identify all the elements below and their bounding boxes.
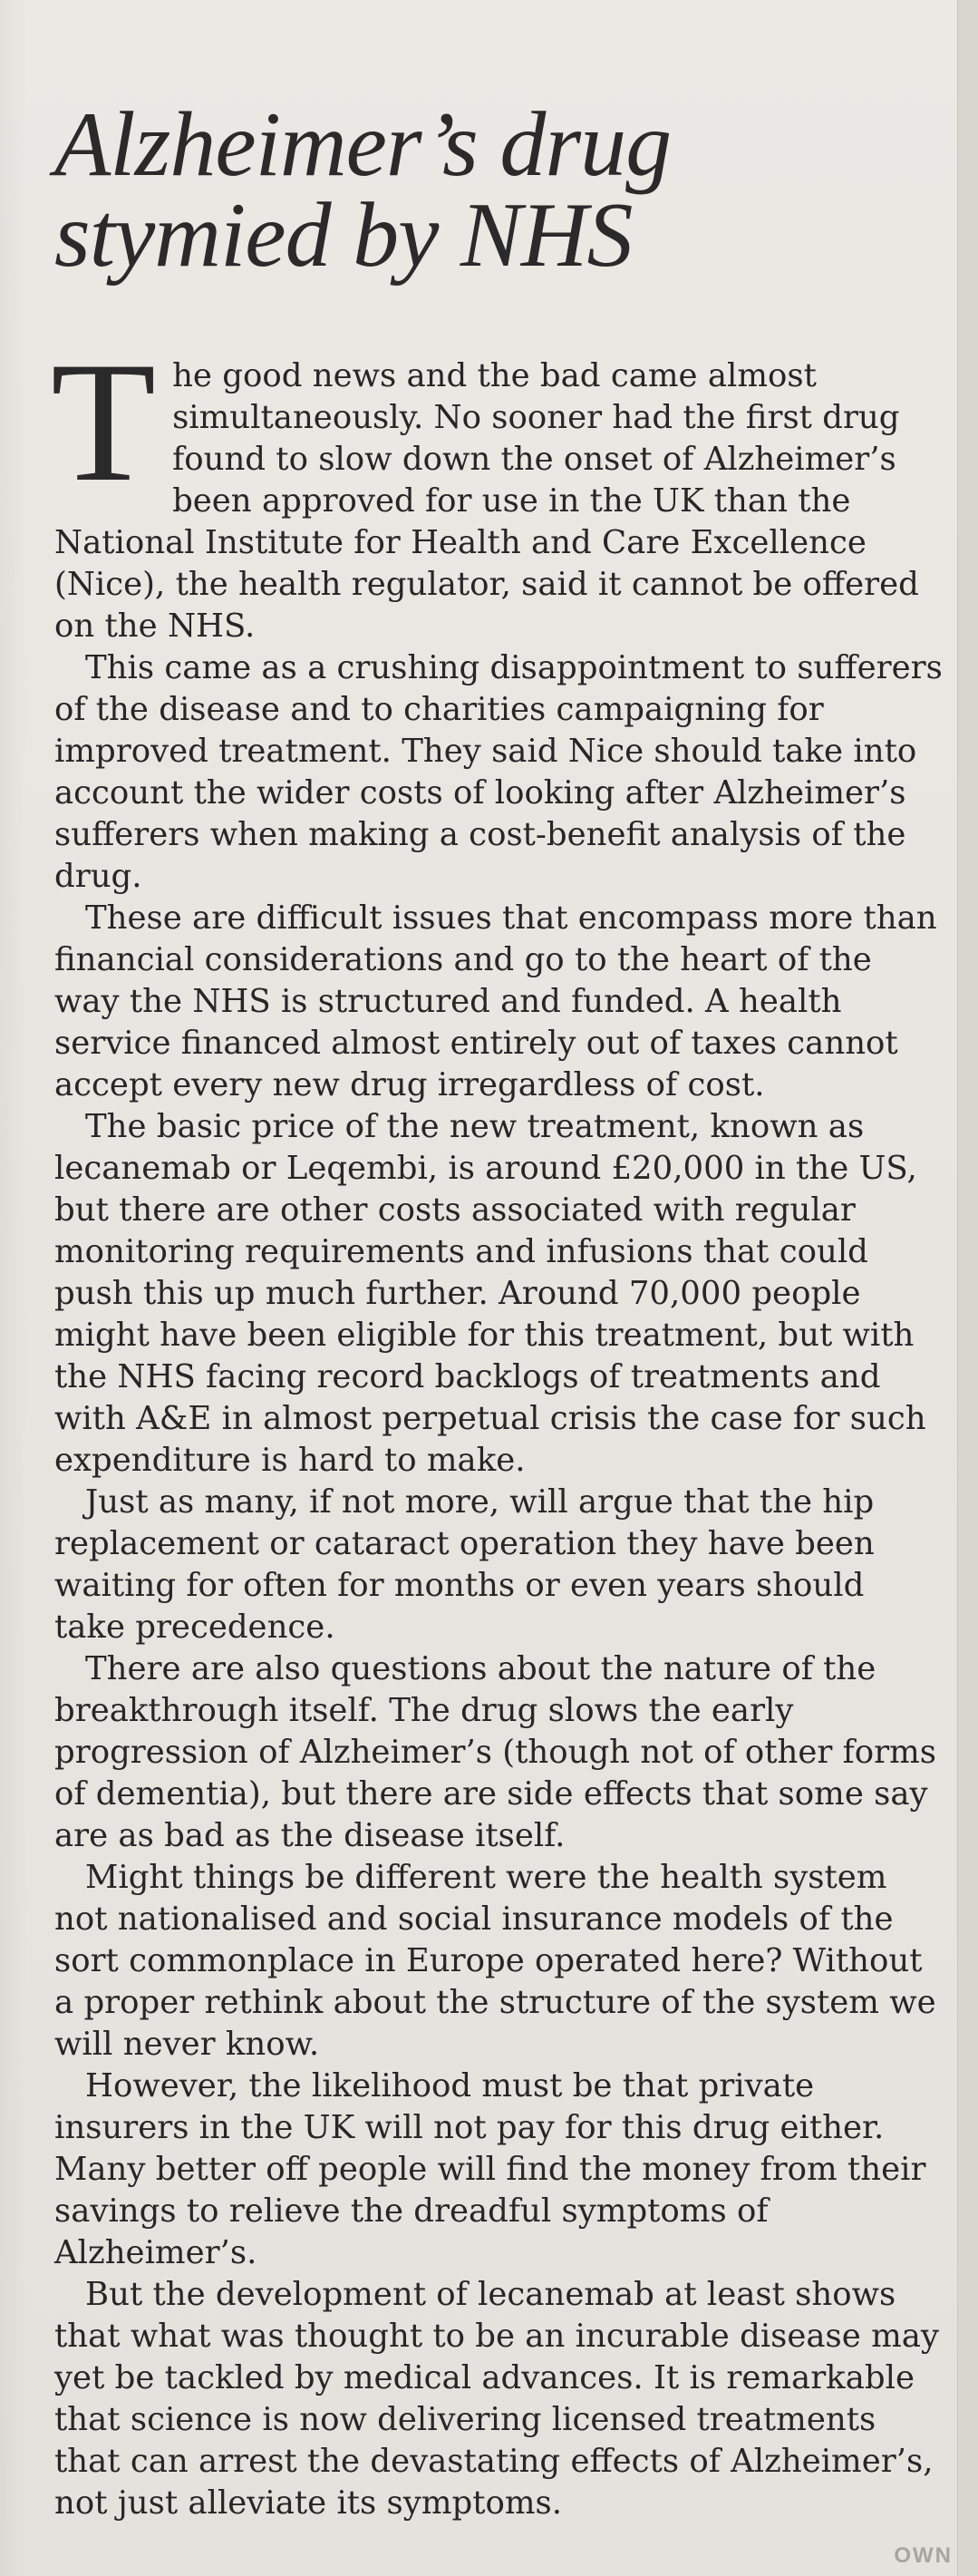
article-column xyxy=(51,93,943,2524)
paragraph-6: There are also questions about the nature of the breakthrough itself. The drug slows the early progression of Alzheimer’s (though not of other forms of dementia), but there are side effects that some say are as bad as the disease itself. xyxy=(54,1650,937,1854)
headline-line-2: stymied by NHS xyxy=(54,184,633,287)
paragraph-5: Just as many, if not more, will argue that the hip replacement or cataract operation they have been waiting for often for months or even years should take precedence. xyxy=(54,1483,875,1646)
paragraph-9: But the development of lecanemab at least shows that what was thought to be an incurable disease may yet be tackled by medical advances. It is remarkable that science is now delivering licensed treatments that can arrest the devastating effects of Alzheimer’s, not just alleviate its symptoms. xyxy=(54,2276,939,2522)
paragraph-8: However, the likelihood must be that private insurers in the UK will not pay for this drug either. Many better off people will find the money from their savings to relieve the dreadful symptoms of Alzheimer’s. xyxy=(54,2067,926,2271)
adjacent-column-edge xyxy=(957,0,978,2576)
paragraph-1 xyxy=(51,327,943,647)
paragraph-3: These are difficult issues that encompass more than financial considerations and go to the heart of the way the NHS is structured and funded. A health service financed almost entirely out of taxes cannot accept every new drug irregardless of cost. xyxy=(54,899,937,1103)
bleed-through-fragment: OWN xyxy=(894,2543,953,2568)
drop-cap: T xyxy=(51,327,157,518)
paragraph-4: The basic price of the new treatment, known as lecanemab or Leqembi, is around £20,000 in the US, but there are other costs associated with regular monitoring requirements and infusions that could push this up much further. Around 70,000 people might have been eligible for this treatment, but with the NHS facing record backlogs of treatments and with A&E in almost perpetual crisis the case for such expenditure is hard to make. xyxy=(54,1108,926,1479)
paragraph-1-text: he good news and the bad came almost simultaneously. No sooner had the first drug found to slow down the onset of Alzheimer’s been approved for use in the UK than the National Institute for Health and Care Excellence (Nice), the health regulator, said it cannot be offered on the NHS. xyxy=(54,357,919,645)
paragraph-2: This came as a crushing disappointment to sufferers of the disease and to charities campaigning for improved treatment. They said Nice should take into account the wider costs of looking after Alzheimer’s sufferers when making a cost-benefit analysis of the drug. xyxy=(54,649,943,895)
paragraph-7: Might things be different were the health system not nationalised and social insurance models of the sort commonplace in Europe operated here? Without a proper rethink about the structure of the system we will never know. xyxy=(54,1859,936,2063)
article-body xyxy=(51,327,943,2524)
headline-line-1: Alzheimer’s drug xyxy=(54,93,672,196)
headline xyxy=(54,93,943,287)
